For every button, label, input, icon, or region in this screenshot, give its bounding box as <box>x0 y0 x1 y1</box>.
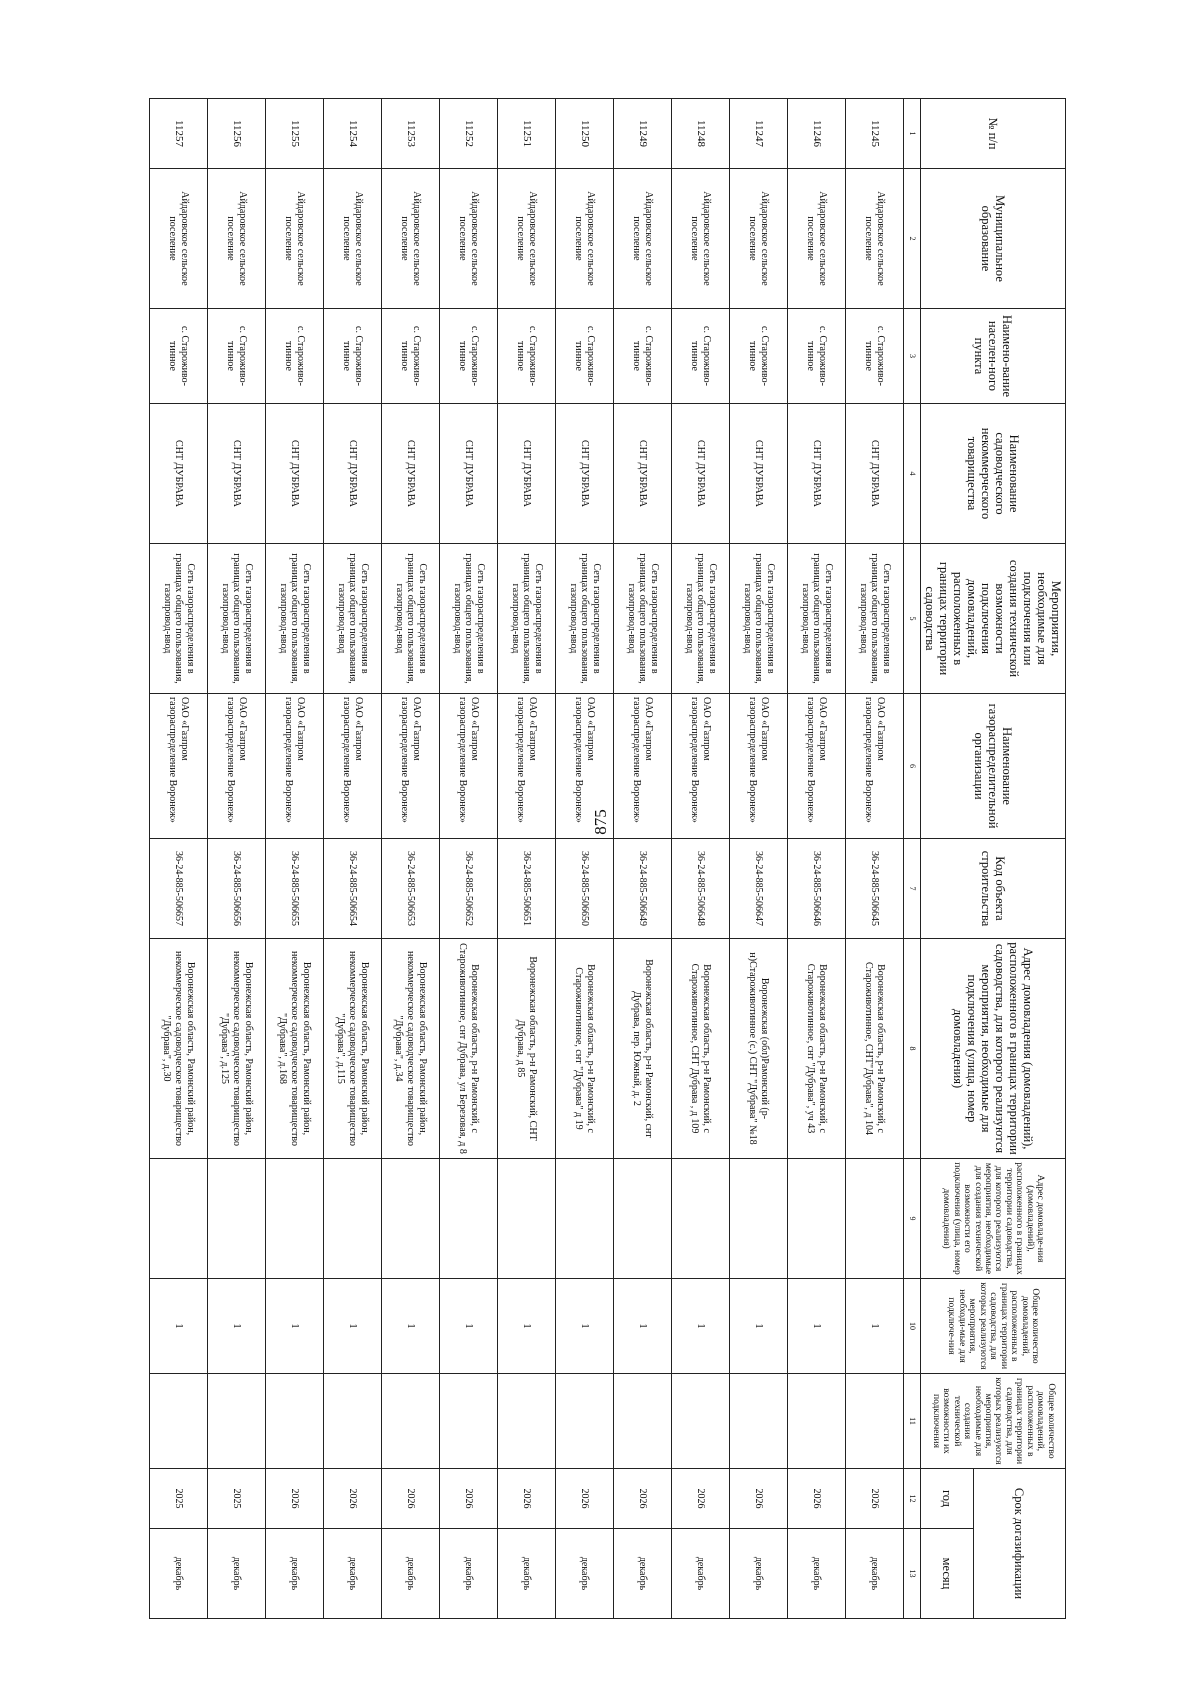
cell-address-tech <box>324 1159 382 1279</box>
cell-no: 11251 <box>498 99 556 169</box>
cell-month: декабрь <box>266 1529 324 1619</box>
cell-total: 1 <box>730 1279 788 1374</box>
cell-address-tech <box>730 1159 788 1279</box>
header-month: месяц <box>921 1529 974 1619</box>
cell-measures: Сеть газораспределения в границах общего пользования, газопровод-ввод <box>208 544 266 694</box>
cell-month: декабрь <box>208 1529 266 1619</box>
cell-code: 36-24-885-506650 <box>556 839 614 939</box>
cell-municipality: Айдаровское сельское поселение <box>208 169 266 309</box>
cell-partnership: СНТ ДУБРАВА <box>440 404 498 544</box>
cell-total-tech <box>730 1374 788 1469</box>
cell-total-tech <box>846 1374 904 1469</box>
cell-settlement: с. Староживо-тинное <box>730 309 788 404</box>
cell-address-tech <box>498 1159 556 1279</box>
cell-address-tech <box>440 1159 498 1279</box>
cell-address-tech <box>150 1159 208 1279</box>
cell-org: ОАО «Газпром газораспределение Воронеж» <box>846 694 904 839</box>
cell-total-tech <box>324 1374 382 1469</box>
cell-month: декабрь <box>556 1529 614 1619</box>
column-number: 11 <box>904 1374 921 1469</box>
cell-address-tech <box>846 1159 904 1279</box>
cell-measures: Сеть газораспределения в границах общего пользования, газопровод-ввод <box>266 544 324 694</box>
header-partnership: Наименование садоводческого некоммерческого товарищества <box>921 404 1066 544</box>
cell-municipality: Айдаровское сельское поселение <box>440 169 498 309</box>
header-settlement: Наимено-вание населен-ного пункта <box>921 309 1066 404</box>
cell-measures: Сеть газораспределения в границах общего пользования, газопровод-ввод <box>788 544 846 694</box>
cell-municipality: Айдаровское сельское поселение <box>614 169 672 309</box>
cell-address-tech <box>266 1159 324 1279</box>
cell-settlement: с. Староживо-тинное <box>208 309 266 404</box>
cell-address: Воронежская область, р-н Рамонский, снт Дубрава, пер. Южный, д. 2 <box>614 939 672 1159</box>
cell-municipality: Айдаровское сельское поселение <box>672 169 730 309</box>
cell-year: 2026 <box>382 1469 440 1529</box>
cell-settlement: с. Староживо-тинное <box>846 309 904 404</box>
cell-measures: Сеть газораспределения в границах общего пользования, газопровод-ввод <box>440 544 498 694</box>
cell-municipality: Айдаровское сельское поселение <box>382 169 440 309</box>
header-term: Срок догазификации <box>973 1469 1065 1619</box>
cell-org: ОАО «Газпром газораспределение Воронеж» <box>150 694 208 839</box>
cell-total: 1 <box>498 1279 556 1374</box>
cell-address-tech <box>208 1159 266 1279</box>
header-address-tech: Адрес домовладе-ния (домовладений), расположенного в границах территории садоводства, для которого реализуются мероприятия, необходимые для создания технической возможности его подключения (улица, номер домовладения) <box>921 1159 1066 1279</box>
table-row <box>788 99 846 1619</box>
table-row <box>150 99 208 1619</box>
cell-address-tech <box>614 1159 672 1279</box>
column-number: 7 <box>904 839 921 939</box>
cell-year: 2026 <box>324 1469 382 1529</box>
cell-address: Воронежская область, Рамонский район, некоммерческое садоводческое товарищество "Дубрава", д.115 <box>324 939 382 1159</box>
cell-measures: Сеть газораспределения в границах общего пользования, газопровод-ввод <box>556 544 614 694</box>
cell-no: 11245 <box>846 99 904 169</box>
cell-address: Воронежская область, р-н Рамонский, СНТ Дубрава, д 85 <box>498 939 556 1159</box>
cell-address: Воронежская область, р-н Рамонский, с Староживотинное, СНТ"Дубрава", д 104 <box>846 939 904 1159</box>
header-measures: Мероприятия, необходимые для подключения или создания технической возможности подключения домовладений, расположенных в границах территории садоводства <box>921 544 1066 694</box>
cell-no: 11256 <box>208 99 266 169</box>
column-number: 13 <box>904 1529 921 1619</box>
header-code: Код объекта строительства <box>921 839 1066 939</box>
header-municipality: Муниципальное образование <box>921 169 1066 309</box>
cell-total-tech <box>208 1374 266 1469</box>
cell-measures: Сеть газораспределения в границах общего пользования, газопровод-ввод <box>382 544 440 694</box>
cell-address: Воронежская область, р-н Рамонский, с Староживотинное, снт Дубрава, ул Березовая, д 8 <box>440 939 498 1159</box>
cell-month: декабрь <box>150 1529 208 1619</box>
cell-measures: Сеть газораспределения в границах общего пользования, газопровод-ввод <box>614 544 672 694</box>
cell-address: Воронежская область, Рамонский район, некоммерческое садоводческое товарищество "Дубрава", д.168 <box>266 939 324 1159</box>
cell-code: 36-24-885-506654 <box>324 839 382 939</box>
column-number: 10 <box>904 1279 921 1374</box>
cell-code: 36-24-885-506653 <box>382 839 440 939</box>
cell-year: 2025 <box>150 1469 208 1529</box>
cell-address-tech <box>556 1159 614 1279</box>
cell-partnership: СНТ ДУБРАВА <box>150 404 208 544</box>
cell-total: 1 <box>440 1279 498 1374</box>
cell-month: декабрь <box>672 1529 730 1619</box>
cell-org: ОАО «Газпром газораспределение Воронеж» <box>324 694 382 839</box>
cell-address-tech <box>382 1159 440 1279</box>
cell-total-tech <box>382 1374 440 1469</box>
cell-total: 1 <box>846 1279 904 1374</box>
cell-total-tech <box>614 1374 672 1469</box>
cell-address: Воронежская область, р-н Рамонский, с Староживотинное, СНТ Дубрава , д 109 <box>672 939 730 1159</box>
cell-year: 2026 <box>614 1469 672 1529</box>
cell-no: 11250 <box>556 99 614 169</box>
cell-partnership: СНТ ДУБРАВА <box>324 404 382 544</box>
table-row <box>672 99 730 1619</box>
cell-year: 2026 <box>846 1469 904 1529</box>
cell-total-tech <box>266 1374 324 1469</box>
cell-total: 1 <box>788 1279 846 1374</box>
cell-total: 1 <box>266 1279 324 1374</box>
cell-month: декабрь <box>788 1529 846 1619</box>
cell-municipality: Айдаровское сельское поселение <box>498 169 556 309</box>
table-row <box>208 99 266 1619</box>
cell-org: ОАО «Газпром газораспределение Воронеж» <box>382 694 440 839</box>
cell-address: Воронежская область, Рамонский район, некоммерческое садоводческое товарищество "Дубрава", д.30 <box>150 939 208 1159</box>
cell-org: ОАО «Газпром газораспределение Воронеж» <box>614 694 672 839</box>
cell-total: 1 <box>672 1279 730 1374</box>
cell-month: декабрь <box>846 1529 904 1619</box>
cell-total: 1 <box>324 1279 382 1374</box>
cell-year: 2026 <box>556 1469 614 1529</box>
cell-no: 11248 <box>672 99 730 169</box>
cell-no: 11257 <box>150 99 208 169</box>
column-number-row <box>904 99 921 1619</box>
table-row <box>730 99 788 1619</box>
cell-total: 1 <box>382 1279 440 1374</box>
header-row <box>973 99 1065 1619</box>
cell-code: 36-24-885-506649 <box>614 839 672 939</box>
cell-org: ОАО «Газпром газораспределение Воронеж» <box>440 694 498 839</box>
cell-code: 36-24-885-506651 <box>498 839 556 939</box>
cell-no: 11246 <box>788 99 846 169</box>
cell-partnership: СНТ ДУБРАВА <box>672 404 730 544</box>
cell-address-tech <box>672 1159 730 1279</box>
cell-measures: Сеть газораспределения в границах общего пользования, газопровод-ввод <box>846 544 904 694</box>
cell-address: Воронежская область, р-н Рамонский, с Староживотинное, снт "Дубрава", уч 43 <box>788 939 846 1159</box>
cell-settlement: с. Староживо-тинное <box>324 309 382 404</box>
cell-year: 2026 <box>498 1469 556 1529</box>
column-number: 9 <box>904 1159 921 1279</box>
cell-settlement: с. Староживо-тинное <box>440 309 498 404</box>
cell-partnership: СНТ ДУБРАВА <box>788 404 846 544</box>
cell-municipality: Айдаровское сельское поселение <box>730 169 788 309</box>
table-row <box>846 99 904 1619</box>
table-row <box>324 99 382 1619</box>
cell-no: 11253 <box>382 99 440 169</box>
cell-no: 11255 <box>266 99 324 169</box>
header-org: Наименование газораспределительной организации <box>921 694 1066 839</box>
page-number: 875 <box>591 809 610 835</box>
cell-address: Воронежская область, Рамонский район, некоммерческое садоводческое товарищество "Дубрава", д.34 <box>382 939 440 1159</box>
column-number: 2 <box>904 169 921 309</box>
column-number: 8 <box>904 939 921 1159</box>
cell-code: 36-24-885-506646 <box>788 839 846 939</box>
cell-total-tech <box>556 1374 614 1469</box>
cell-address: Воронежская область, р-н Рамонский, с Староживотинное, снт "Дубрава" д 19 <box>556 939 614 1159</box>
column-number: 6 <box>904 694 921 839</box>
cell-org: ОАО «Газпром газораспределение Воронеж» <box>730 694 788 839</box>
header-total: Общее количество домовладений, расположенных в границах территории садоводства, для которых реализуются мероприятия, необходи-мые для подключе-ния <box>921 1279 1066 1374</box>
cell-org: ОАО «Газпром газораспределение Воронеж» <box>556 694 614 839</box>
cell-code: 36-24-885-506655 <box>266 839 324 939</box>
cell-total-tech <box>498 1374 556 1469</box>
table-row <box>614 99 672 1619</box>
cell-code: 36-24-885-506656 <box>208 839 266 939</box>
table-row <box>556 99 614 1619</box>
cell-year: 2026 <box>788 1469 846 1529</box>
cell-partnership: СНТ ДУБРАВА <box>498 404 556 544</box>
cell-address-tech <box>788 1159 846 1279</box>
cell-no: 11247 <box>730 99 788 169</box>
cell-measures: Сеть газораспределения в границах общего пользования, газопровод-ввод <box>672 544 730 694</box>
cell-settlement: с. Староживо-тинное <box>672 309 730 404</box>
column-number: 4 <box>904 404 921 544</box>
cell-measures: Сеть газораспределения в границах общего пользования, газопровод-ввод <box>324 544 382 694</box>
gasification-table <box>149 98 1066 1619</box>
cell-settlement: с. Староживо-тинное <box>788 309 846 404</box>
table-body <box>150 99 904 1619</box>
cell-partnership: СНТ ДУБРАВА <box>730 404 788 544</box>
header-year: год <box>921 1469 974 1529</box>
cell-total-tech <box>440 1374 498 1469</box>
cell-partnership: СНТ ДУБРАВА <box>382 404 440 544</box>
cell-code: 36-24-885-506657 <box>150 839 208 939</box>
cell-org: ОАО «Газпром газораспределение Воронеж» <box>788 694 846 839</box>
cell-org: ОАО «Газпром газораспределение Воронеж» <box>208 694 266 839</box>
cell-partnership: СНТ ДУБРАВА <box>208 404 266 544</box>
column-number: 3 <box>904 309 921 404</box>
cell-year: 2026 <box>730 1469 788 1529</box>
cell-municipality: Айдаровское сельское поселение <box>266 169 324 309</box>
column-number: 5 <box>904 544 921 694</box>
cell-code: 36-24-885-506652 <box>440 839 498 939</box>
cell-address: Воронежская (обл)Рамонский (р-н)Староживотинное (с.) СНТ "Дубрава" №18 <box>730 939 788 1159</box>
cell-month: декабрь <box>498 1529 556 1619</box>
header-total-tech: Общее количество домовладений, расположенных в границах территории садоводства, для которых реализуются мероприятия, необходимые для создания технической возможности их подключения <box>921 1374 1066 1469</box>
cell-settlement: с. Староживо-тинное <box>382 309 440 404</box>
cell-month: декабрь <box>440 1529 498 1619</box>
column-number: 12 <box>904 1469 921 1529</box>
cell-municipality: Айдаровское сельское поселение <box>324 169 382 309</box>
cell-partnership: СНТ ДУБРАВА <box>556 404 614 544</box>
cell-measures: Сеть газораспределения в границах общего пользования, газопровод-ввод <box>498 544 556 694</box>
cell-partnership: СНТ ДУБРАВА <box>614 404 672 544</box>
gasification-table-sheet <box>81 98 1066 1618</box>
cell-municipality: Айдаровское сельское поселение <box>846 169 904 309</box>
column-number: 1 <box>904 99 921 169</box>
cell-partnership: СНТ ДУБРАВА <box>846 404 904 544</box>
cell-year: 2026 <box>440 1469 498 1529</box>
cell-settlement: с. Староживо-тинное <box>266 309 324 404</box>
header-no: № п/п <box>921 99 1066 169</box>
table-row <box>382 99 440 1619</box>
cell-address: Воронежская область, Рамонский район, некоммерческое садоводческое товарищество "Дубрава", д.125 <box>208 939 266 1159</box>
cell-year: 2026 <box>266 1469 324 1529</box>
cell-total-tech <box>672 1374 730 1469</box>
cell-month: декабрь <box>382 1529 440 1619</box>
header-address: Адрес домовладения (домовладений), расположенного в границах территории садоводства, для которого реализуются мероприятия, необходимые для подключения (улица, номер домовладения) <box>921 939 1066 1159</box>
cell-org: ОАО «Газпром газораспределение Воронеж» <box>672 694 730 839</box>
cell-org: ОАО «Газпром газораспределение Воронеж» <box>266 694 324 839</box>
cell-code: 36-24-885-506647 <box>730 839 788 939</box>
cell-settlement: с. Староживо-тинное <box>150 309 208 404</box>
table-row <box>498 99 556 1619</box>
cell-year: 2025 <box>208 1469 266 1529</box>
table-row <box>266 99 324 1619</box>
cell-year: 2026 <box>672 1469 730 1529</box>
cell-total: 1 <box>208 1279 266 1374</box>
cell-total: 1 <box>150 1279 208 1374</box>
cell-partnership: СНТ ДУБРАВА <box>266 404 324 544</box>
cell-month: декабрь <box>614 1529 672 1619</box>
cell-total: 1 <box>556 1279 614 1374</box>
cell-settlement: с. Староживо-тинное <box>556 309 614 404</box>
cell-no: 11254 <box>324 99 382 169</box>
cell-municipality: Айдаровское сельское поселение <box>150 169 208 309</box>
cell-org: ОАО «Газпром газораспределение Воронеж» <box>498 694 556 839</box>
table-row <box>440 99 498 1619</box>
cell-no: 11249 <box>614 99 672 169</box>
cell-month: декабрь <box>730 1529 788 1619</box>
cell-month: декабрь <box>324 1529 382 1619</box>
cell-municipality: Айдаровское сельское поселение <box>788 169 846 309</box>
cell-total-tech <box>788 1374 846 1469</box>
cell-settlement: с. Староживо-тинное <box>614 309 672 404</box>
cell-settlement: с. Староживо-тинное <box>498 309 556 404</box>
cell-municipality: Айдаровское сельское поселение <box>556 169 614 309</box>
cell-code: 36-24-885-506645 <box>846 839 904 939</box>
cell-total-tech <box>150 1374 208 1469</box>
cell-total: 1 <box>614 1279 672 1374</box>
cell-measures: Сеть газораспределения в границах общего пользования, газопровод-ввод <box>730 544 788 694</box>
cell-measures: Сеть газораспределения в границах общего пользования, газопровод-ввод <box>150 544 208 694</box>
cell-no: 11252 <box>440 99 498 169</box>
cell-code: 36-24-885-506648 <box>672 839 730 939</box>
